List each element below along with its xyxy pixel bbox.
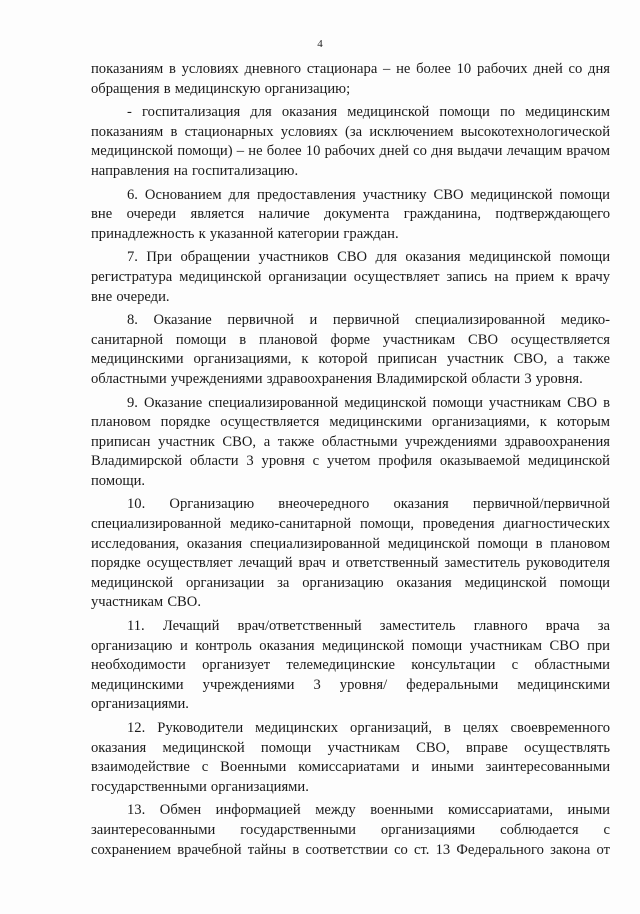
paragraph-11: 11. Лечащий врач/ответственный заместитель главного врача за организацию и контроль оказания медицинской помощи участникам СВО при необходимости организует телемедицинские консультации с областными медицинскими учреждениями 3 уровня/ федеральными медицинскими организациями. <box>91 618 610 713</box>
document-body <box>91 60 610 864</box>
paragraph-7: 7. При обращении участников СВО для оказания медицинской помощи регистратура медицинской организации осуществляет запись на прием к врачу вне очереди. <box>91 249 610 305</box>
page-number: 4 <box>317 38 323 50</box>
paragraph-13: 13. Обмен информацией между военными комиссариатами, иными заинтересованными государственными организациями соблюдается с сохранением врачебной тайны в соответствии со ст. 13 Федерального закона от <box>91 802 610 858</box>
paragraph-9: 9. Оказание специализированной медицинской помощи участникам СВО в плановом порядке осуществляется медицинскими организациями, к которым приписан участник СВО, а также областными учреждениями здравоохранения Владимирской области 3 уровня с учетом профиля оказываемой медицинской помощи. <box>91 394 610 489</box>
paragraph-6: 6. Основанием для предоставления участнику СВО медицинской помощи вне очереди является наличие документа гражданина, подтверждающего принадлежность к указанной категории граждан. <box>91 186 610 242</box>
paragraph-12: 12. Руководители медицинских организаций, в целях своевременного оказания медицинской помощи участникам СВО, вправе осуществлять взаимодействие с Военными комиссариатами и иными заинтересованными государственными организациями. <box>91 720 610 795</box>
paragraph-10: 10. Организацию внеочередного оказания первичной/первичной специализированной медико-санитарной помощи, проведения диагностических исследования, оказания специализированной медицинской помощи в плановом порядке осуществляет лечащий врач и ответственный заместитель руководителя медицинской организации за организацию оказания медицинской помощи участникам СВО. <box>91 496 610 611</box>
paragraph-8: 8. Оказание первичной и первичной специализированной медико-санитарной помощи в плановой форме участникам СВО осуществляется медицинскими организациями, к которой приписан участник СВО, а также областными учреждениями здравоохранения Владимирской области 3 уровня. <box>91 312 610 387</box>
paragraph-continuation: показаниям в условиях дневного стационара – не более 10 рабочих дней со дня обращения в медицинскую организацию; <box>91 61 610 97</box>
paragraph-hospitalization: - госпитализация для оказания медицинской помощи по медицинским показаниям в стационарных условиях (за исключением высокотехнологической медицинской помощи) – не более 10 рабочих дней со дня выдачи лечащим врачом направления на госпитализацию. <box>91 104 610 179</box>
